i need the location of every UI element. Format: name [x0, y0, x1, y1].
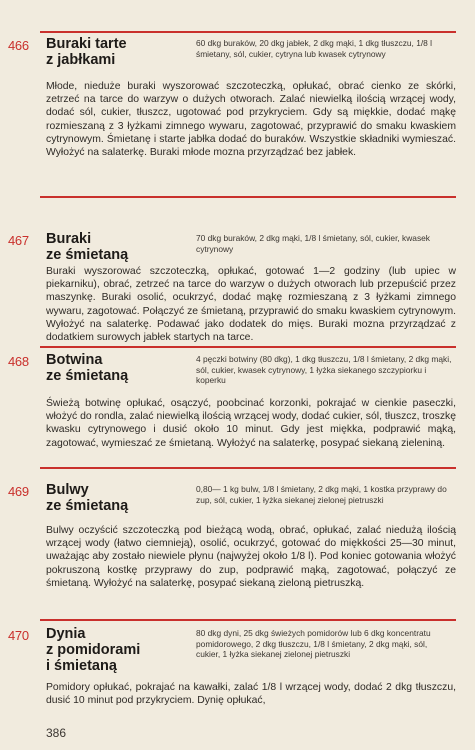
recipe-title-line: ze śmietaną — [46, 247, 129, 263]
recipe-title-line: Botwina — [46, 352, 103, 368]
recipe-number: 466 — [8, 38, 29, 53]
recipe-title-line: Buraki — [46, 231, 92, 247]
section-divider — [40, 619, 456, 621]
recipe-title — [46, 482, 186, 514]
recipe-title-line: Dynia — [46, 626, 86, 642]
recipe-instructions: Bulwy oczyścić szczoteczką pod bieżącą wodą, obrać, opłukać, zalać niedużą ilością wrzącej wody (łatwo ciemnieją), osolić, ocukrzyć, gotować do miękkości 25—30 minut, uważając aby zostało niewiele płynu (najwyżej około 1/8 l). Pod koniec gotowania włożyć pokruszoną kostkę przyprawy do zup, podprawić mąką, zagotować, połączyć ze śmietaną. Wyłożyć na salaterkę, posypać siekaną zieloną pietruszką. — [46, 525, 456, 589]
recipe-title-line: i śmietaną — [46, 658, 117, 674]
recipe-instructions: Buraki wyszorować szczoteczką, opłukać, gotować 1—2 godziny (lub upiec w piekarniku), obrać, zetrzeć na tarce do warzyw o dużych otworach lub przepuścić przez maszynkę. Buraki osolić, ocukrzyć, dodać mąkę rozmieszaną z 3 łyżkami zimnego wywaru, zagotować. Połączyć ze śmietaną, przyprawić do smaku kwaskiem cytrynowym. Wyłożyć na salaterkę. Podawać jako dodatek do mięs. Buraki mozna przyrządzać z dodatkiem surowych jabłek startych na tarce. — [46, 266, 456, 344]
recipe-title-line: ze śmietaną — [46, 368, 129, 384]
recipe-title-line: Buraki tarte — [46, 36, 127, 52]
recipe-instructions: Pomidory opłukać, pokrajać na kawałki, zalać 1/8 l wrzącej wody, dodać 2 dkg tłuszczu, dusić 10 minut pod przykryciem. Dynię opłukać, — [46, 682, 456, 707]
recipe-title — [46, 352, 186, 384]
recipe-number: 468 — [8, 354, 29, 369]
recipe-title-line: ze śmietaną — [46, 498, 129, 514]
section-divider — [40, 346, 456, 348]
section-divider — [40, 31, 456, 33]
section-divider — [40, 196, 456, 198]
recipe-ingredients: 4 pęczki botwiny (80 dkg), 1 dkg tłuszczu, 1/8 l śmietany, 2 dkg mąki, sól, cukier, kwasek cytrynowy, 1 łyżka siekanego szczypiorku i koperku — [196, 354, 452, 386]
recipe-title — [46, 36, 186, 68]
recipe-title-line: z pomidorami — [46, 642, 141, 658]
recipe-instructions: Świeżą botwinę opłukać, osączyć, poobcinać korzonki, pokrajać w cienkie paseczki, włożyć do rondla, zalać niewielką ilością wrzącej wody, dodać cukier, sól, tłuszcz, troszkę kwasku cytrynowego i dusić około 10 minut. Gdy jest miękka, podprawić mąką, zagotować, wymieszać ze śmietaną. Wyłożyć na salaterkę, posypać siekaną zieleniną. — [46, 398, 456, 449]
recipe-title — [46, 626, 186, 674]
recipe-title — [46, 231, 186, 263]
recipe-ingredients: 70 dkg buraków, 2 dkg mąki, 1/8 l śmietany, sól, cukier, kwasek cytrynowy — [196, 233, 430, 254]
recipe-number: 469 — [8, 484, 29, 499]
recipe-number: 467 — [8, 233, 29, 248]
recipe-title-line: z jabłkami — [46, 52, 116, 68]
page-number: 386 — [46, 726, 67, 740]
recipe-ingredients: 80 dkg dyni, 25 dkg świeżych pomidorów lub 6 dkg koncentratu pomidorowego, 2 dkg tłuszczu, 1/8 l śmietany, 2 dkg mąki, sól, cukier, 1 łyżka siekanej zielonej pietruszki — [196, 628, 431, 660]
section-divider — [40, 467, 456, 469]
recipe-number: 470 — [8, 628, 29, 643]
recipe-ingredients: 60 dkg buraków, 20 dkg jabłek, 2 dkg mąki, 1 dkg tłuszczu, 1/8 l śmietany, sól, cukier, cytryna lub kwasek cytrynowy — [196, 38, 433, 59]
recipe-title-line: Bulwy — [46, 482, 89, 498]
recipe-instructions: Młode, nieduże buraki wyszorować szczoteczką, opłukać, obrać cienko ze skórki, zetrzeć na tarce do warzyw o dużych otworach. Zalać niewielką ilością wrzącej wody, dodać sól, cukier, tłuszcz, ugotować pod przykryciem. Gdy są miękkie, dodać mąkę rozmieszaną z 3 łyżkami zimnego wywaru, zagotować, przyprawić do smaku kwaskiem cytrynowym. Śmietanę i starte jabłka dodać do buraków. Wszystkie składniki wymieszać. Wyłożyć na salaterkę. Buraki młode mozna przyrządzać bez jabłek. — [46, 81, 456, 159]
recipe-ingredients: 0,80— 1 kg bulw, 1/8 l śmietany, 2 dkg mąki, 1 kostka przyprawy do zup, sól, cukier, 1 łyżka siekanej zielonej pietruszki — [196, 484, 447, 505]
